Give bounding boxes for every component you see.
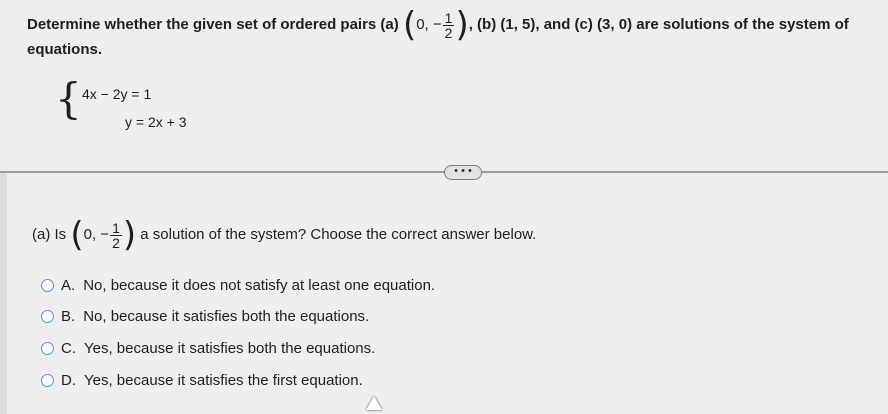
fraction-denominator: 2 <box>112 234 120 251</box>
question-line-1 <box>27 5 849 45</box>
option-letter: A. <box>61 277 76 294</box>
question-line-2: equations. <box>27 41 103 58</box>
radio-button[interactable] <box>41 374 54 387</box>
radio-button[interactable] <box>41 279 54 292</box>
option-letter: D. <box>61 372 76 389</box>
pair-a-neg: − <box>432 15 442 33</box>
question-prefix: Determine whether the given set of ordered pairs (a) <box>27 15 399 33</box>
option-c[interactable] <box>41 340 375 357</box>
option-text: Yes, because it satisfies both the equations. <box>84 340 376 357</box>
option-letter: C. <box>61 340 76 357</box>
equation-2: y = 2x + 3 <box>125 114 187 130</box>
part-a-pair-neg: − <box>100 225 110 243</box>
part-a-suffix: a solution of the system? Choose the correct answer below. <box>140 225 537 243</box>
fraction-denominator: 2 <box>444 24 453 41</box>
system-brace: { <box>55 74 82 123</box>
radio-button[interactable] <box>41 310 54 323</box>
option-d[interactable] <box>41 372 363 389</box>
open-paren: ( <box>402 5 417 45</box>
close-paren: ) <box>455 5 469 45</box>
option-text: No, because it does not satisfy at least one equation. <box>83 277 436 294</box>
part-a-fraction <box>110 221 122 250</box>
left-edge-shading <box>0 173 7 414</box>
option-text: No, because it satisfies both the equations. <box>83 308 370 325</box>
part-a-prefix: (a) Is <box>32 225 67 243</box>
option-a[interactable] <box>41 277 435 294</box>
option-text: Yes, because it satisfies the first equation. <box>84 372 363 389</box>
question-suffix: , (b) (1, 5), and (c) (3, 0) are solutions of the system of <box>468 15 849 33</box>
fraction-numerator: 1 <box>444 9 453 26</box>
pair-a-x: 0, <box>416 15 429 33</box>
mouse-cursor-icon <box>366 396 382 410</box>
part-a-pair-x: 0, <box>83 225 97 243</box>
open-paren: ( <box>70 215 84 255</box>
radio-button[interactable] <box>41 342 54 355</box>
option-b[interactable] <box>41 308 369 325</box>
close-paren: ) <box>122 215 137 255</box>
equation-1: 4x − 2y = 1 <box>82 86 152 102</box>
pair-a-fraction <box>443 11 455 40</box>
fraction-numerator: 1 <box>112 219 120 236</box>
more-button[interactable]: • • • <box>444 165 482 180</box>
option-letter: B. <box>61 308 76 325</box>
part-a-prompt <box>32 215 537 255</box>
